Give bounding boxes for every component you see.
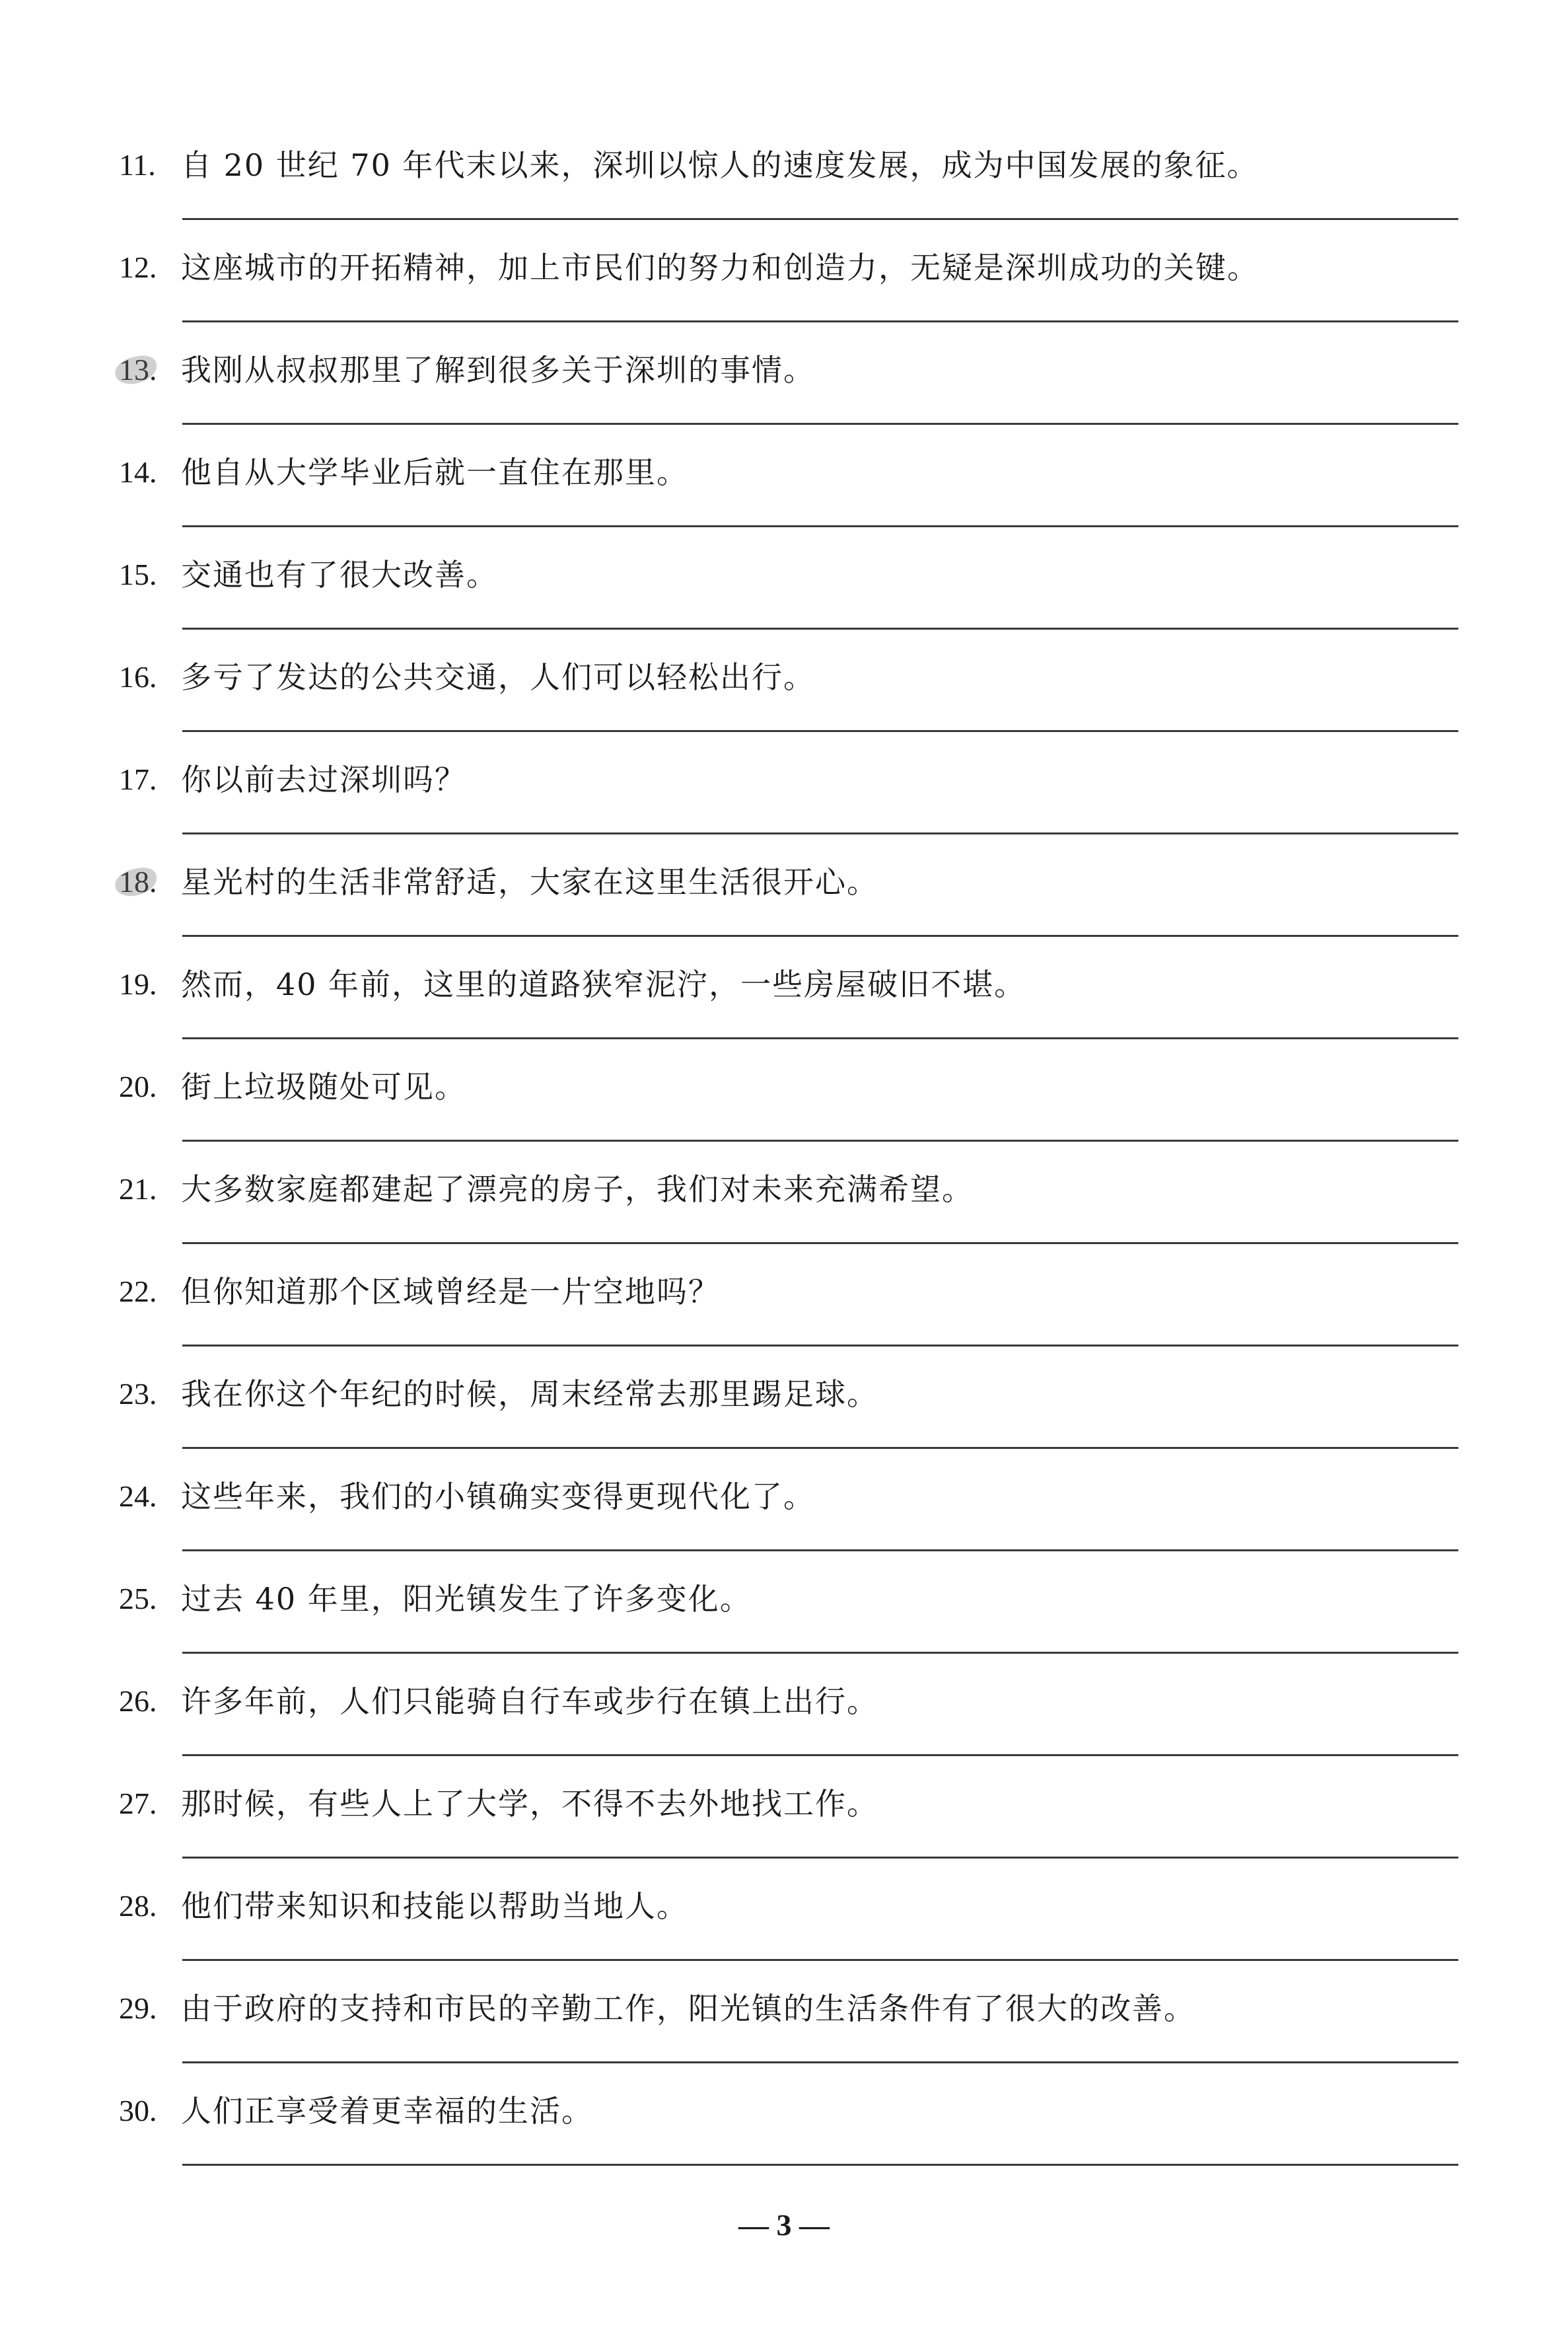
item-sentence: 他们带来知识和技能以帮助当地人。: [181, 1888, 688, 1924]
item-sentence: 人们正享受着更幸福的生活。: [181, 2093, 593, 2129]
exercise-item-13: [0, 350, 1568, 453]
answer-line[interactable]: [182, 423, 1458, 425]
exercise-item-25: [0, 1579, 1568, 1681]
item-number: 21.: [119, 1172, 157, 1206]
item-number: 27.: [119, 1787, 157, 1820]
exercise-item-28: [0, 1886, 1568, 1989]
answer-line[interactable]: [182, 628, 1458, 630]
answer-line[interactable]: [182, 1037, 1458, 1039]
item-number: 20.: [119, 1070, 157, 1103]
exercise-item-30: [0, 2091, 1568, 2194]
item-number: 15.: [119, 558, 157, 591]
answer-line[interactable]: [182, 935, 1458, 937]
item-sentence: 这座城市的开拓精神，加上市民们的努力和创造力，无疑是深圳成功的关键。: [181, 250, 1259, 285]
item-number: 25.: [119, 1582, 157, 1615]
item-number: 17.: [119, 762, 157, 796]
answer-line[interactable]: [182, 525, 1458, 527]
item-number: 23.: [119, 1377, 157, 1411]
exercise-item-17: [0, 760, 1568, 862]
item-number: 22.: [119, 1274, 157, 1308]
item-sentence: 多亏了发达的公共交通，人们可以轻松出行。: [181, 659, 815, 695]
item-sentence: 那时候，有些人上了大学，不得不去外地找工作。: [181, 1786, 878, 1822]
exercise-item-24: [0, 1477, 1568, 1579]
answer-line[interactable]: [182, 1754, 1458, 1756]
item-sentence: 大多数家庭都建起了漂亮的房子，我们对未来充满希望。: [181, 1171, 974, 1207]
answer-line[interactable]: [182, 1140, 1458, 1142]
item-number: 19.: [119, 967, 157, 1001]
exercise-item-22: [0, 1272, 1568, 1374]
item-sentence: 星光村的生活非常舒适，大家在这里生活很开心。: [181, 864, 878, 900]
item-sentence: 但你知道那个区域曾经是一片空地吗？: [181, 1274, 720, 1310]
item-number: 14.: [119, 455, 157, 489]
answer-line[interactable]: [182, 832, 1458, 834]
exercise-item-18: [0, 862, 1568, 965]
item-number: 24.: [119, 1479, 157, 1513]
exercise-item-11: [0, 145, 1568, 248]
answer-line[interactable]: [182, 1959, 1458, 1961]
exercise-item-29: [0, 1989, 1568, 2091]
item-number: 26.: [119, 1684, 157, 1718]
item-sentence: 我在你这个年纪的时候，周末经常去那里踢足球。: [181, 1376, 878, 1412]
item-sentence: 你以前去过深圳吗？: [181, 762, 466, 797]
exercise-item-27: [0, 1784, 1568, 1886]
item-number: 28.: [119, 1889, 157, 1923]
item-sentence: 过去 40 年里，阳光镇发生了许多变化。: [181, 1581, 752, 1617]
item-sentence: 这些年来，我们的小镇确实变得更现代化了。: [181, 1479, 815, 1514]
item-sentence: 我刚从叔叔那里了解到很多关于深圳的事情。: [181, 352, 815, 388]
exercise-item-26: [0, 1681, 1568, 1784]
answer-line[interactable]: [182, 1447, 1458, 1449]
item-sentence: 许多年前，人们只能骑自行车或步行在镇上出行。: [181, 1683, 878, 1719]
answer-line[interactable]: [182, 2061, 1458, 2063]
item-sentence: 他自从大学毕业后就一直住在那里。: [181, 455, 688, 490]
exercise-item-21: [0, 1169, 1568, 1272]
answer-line[interactable]: [182, 730, 1458, 732]
exercise-item-23: [0, 1374, 1568, 1477]
item-number: 18.: [119, 862, 178, 902]
answer-line[interactable]: [182, 1549, 1458, 1551]
exercise-item-12: [0, 248, 1568, 350]
item-number: 16.: [119, 660, 157, 694]
item-number: 11.: [119, 148, 156, 182]
item-number: 13.: [119, 350, 178, 390]
page-number: — 3 —: [738, 2208, 830, 2242]
exercise-item-14: [0, 453, 1568, 555]
item-number: 30.: [119, 2094, 157, 2127]
item-sentence: 然而，40 年前，这里的道路狭窄泥泞，一些房屋破旧不堪。: [181, 967, 1026, 1002]
answer-line[interactable]: [182, 1345, 1458, 1347]
exercise-item-16: [0, 657, 1568, 760]
answer-line[interactable]: [182, 1652, 1458, 1654]
item-number: 12.: [119, 250, 157, 284]
answer-line[interactable]: [182, 2164, 1458, 2166]
answer-line[interactable]: [182, 320, 1458, 322]
item-sentence: 由于政府的支持和市民的辛勤工作，阳光镇的生活条件有了很大的改善。: [181, 1991, 1195, 2026]
exercise-item-15: [0, 555, 1568, 657]
exercise-item-19: [0, 965, 1568, 1067]
answer-line[interactable]: [182, 218, 1458, 220]
exercise-item-20: [0, 1067, 1568, 1169]
item-sentence: 自 20 世纪 70 年代末以来，深圳以惊人的速度发展，成为中国发展的象征。: [181, 147, 1259, 183]
item-number: 29.: [119, 1991, 157, 2025]
answer-line[interactable]: [182, 1857, 1458, 1859]
item-sentence: 街上垃圾随处可见。: [181, 1069, 466, 1105]
answer-line[interactable]: [182, 1242, 1458, 1244]
item-sentence: 交通也有了很大改善。: [181, 557, 498, 593]
